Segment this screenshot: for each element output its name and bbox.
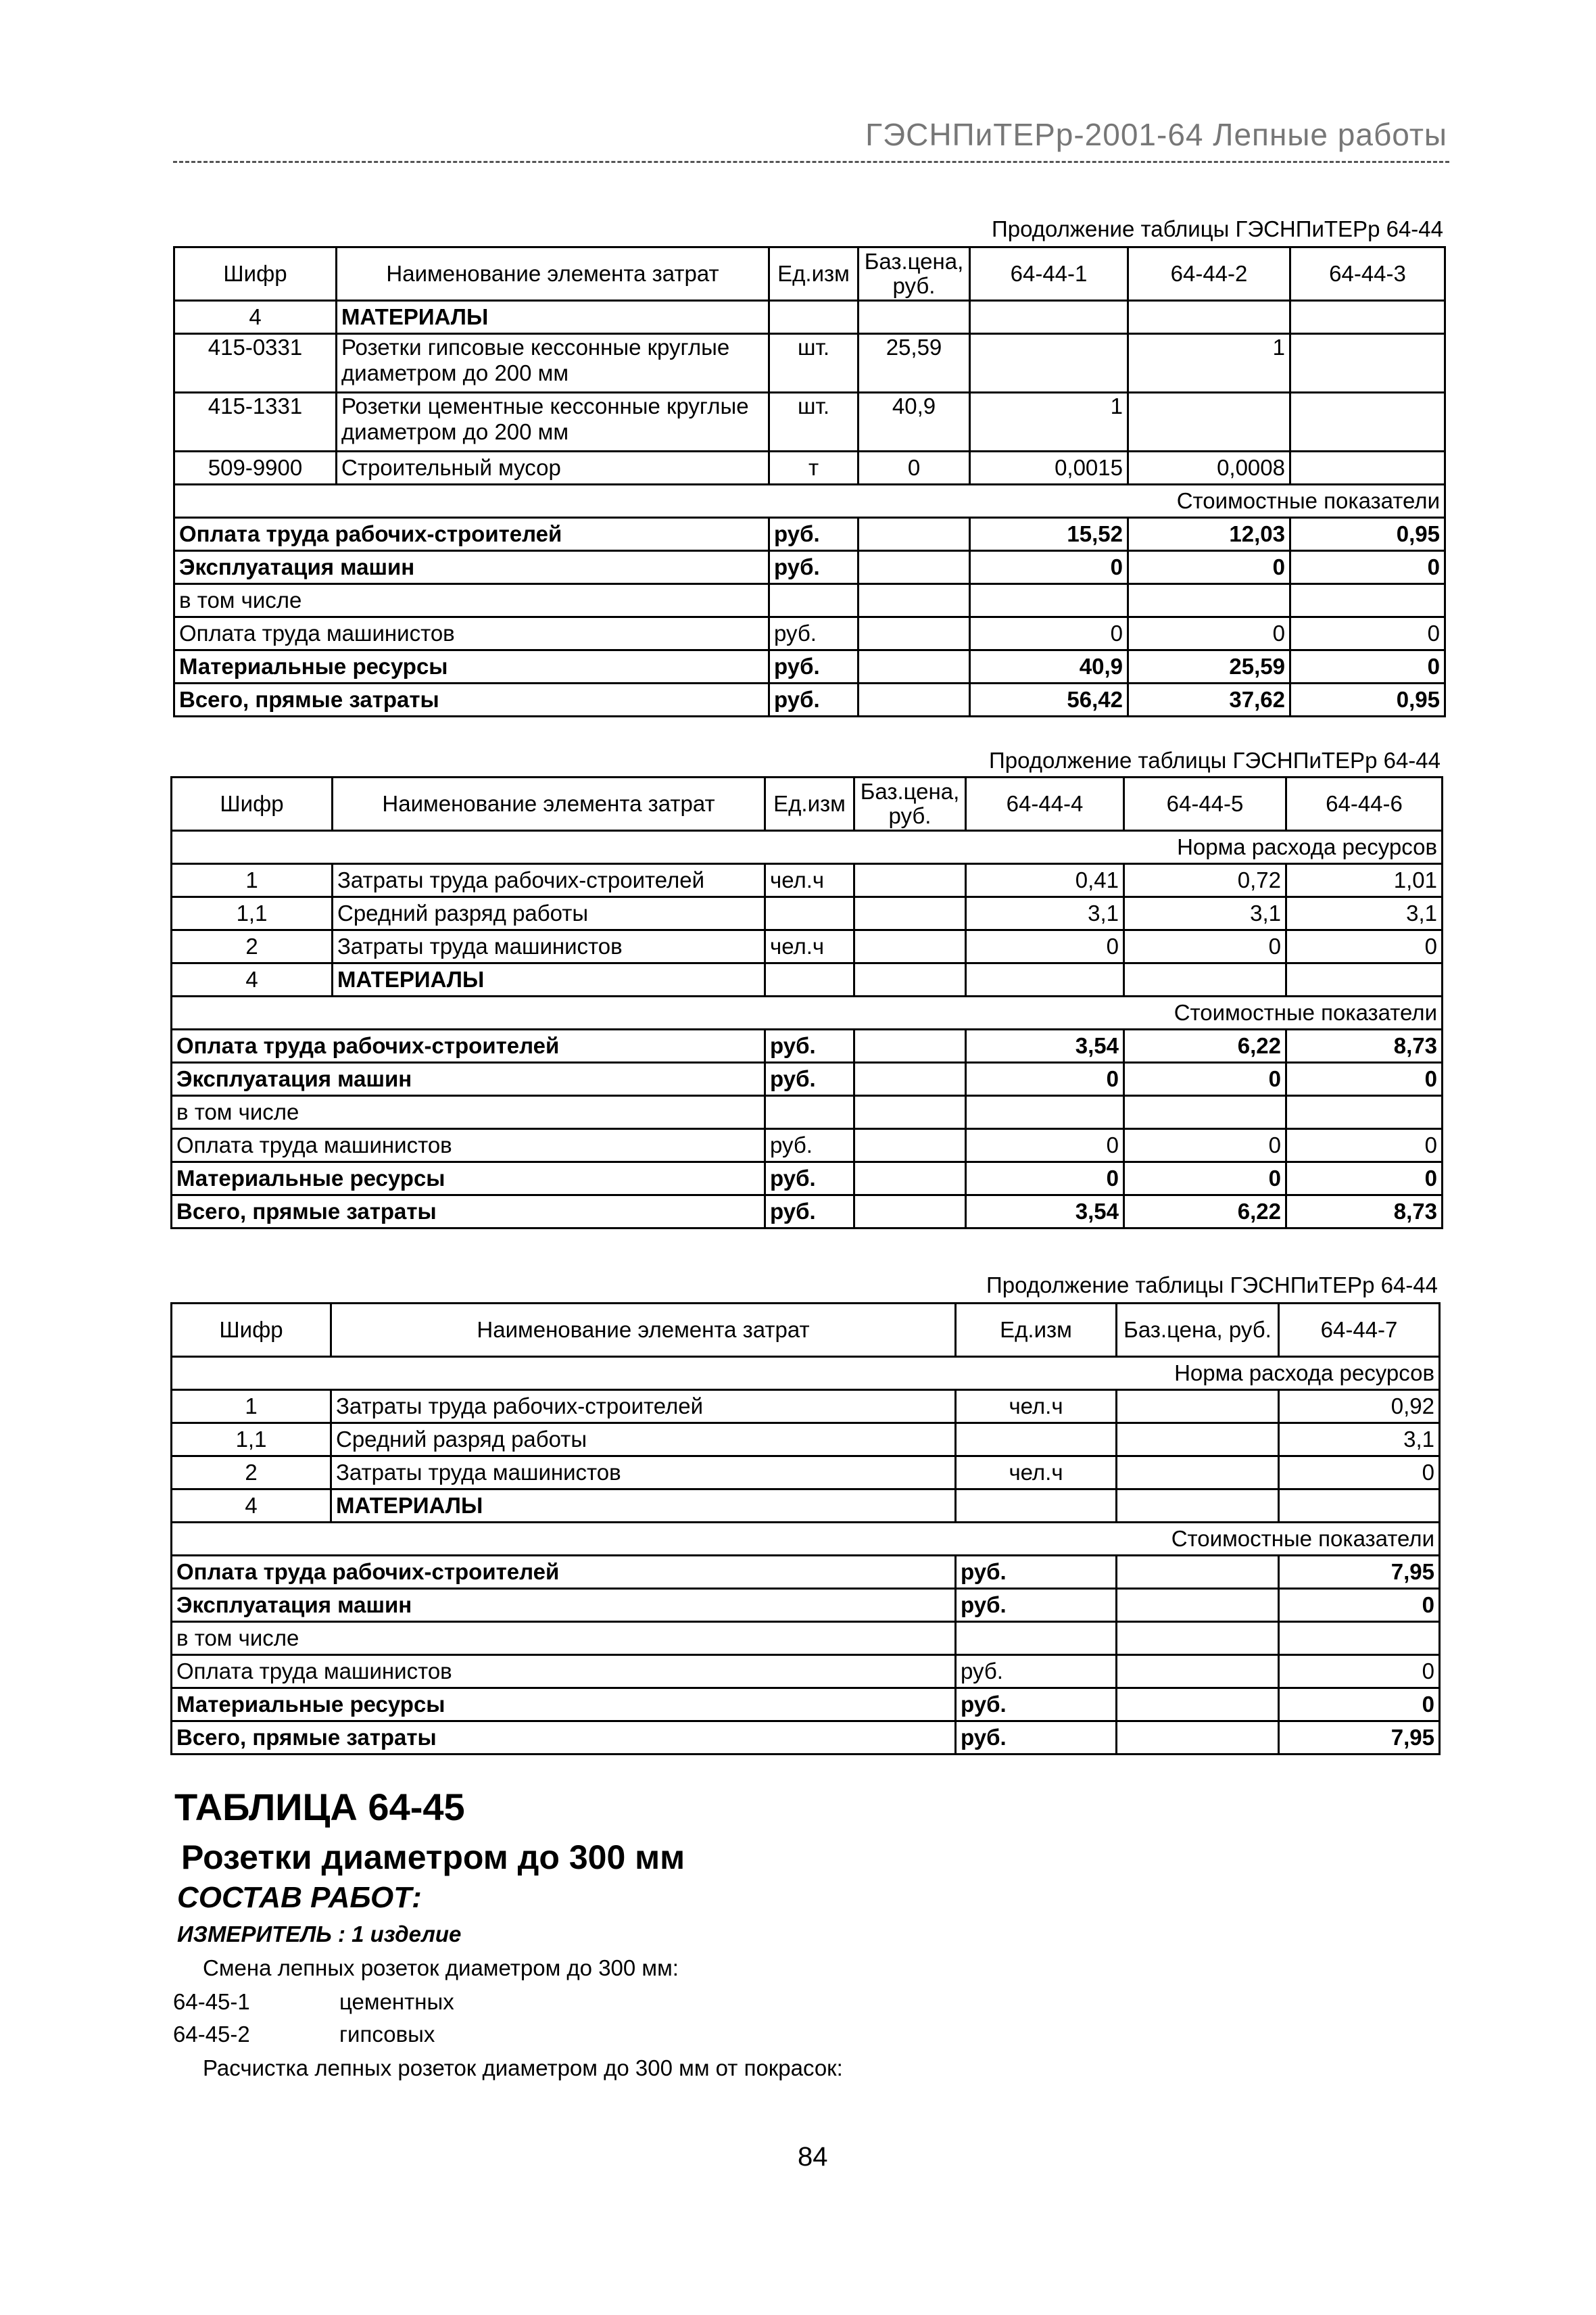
cost-row	[174, 518, 1445, 551]
row-name: Затраты труда машинистов	[333, 930, 765, 963]
row-value: 0	[1124, 930, 1286, 963]
header-name: Наименование элемента затрат	[337, 247, 769, 301]
work-description: Смена лепных розеток диаметром до 300 мм:	[203, 1955, 679, 1980]
table-row	[172, 1423, 1440, 1456]
row-price: 40,9	[859, 393, 970, 452]
cost-header: Стоимостные показатели	[172, 1523, 1440, 1556]
header-divider	[173, 161, 1449, 163]
cost-unit: руб.	[769, 617, 859, 650]
cost-row	[172, 1030, 1443, 1063]
cost-name: Эксплуатация машин	[172, 1063, 765, 1096]
cost-row	[172, 1129, 1443, 1162]
cost-row	[172, 1589, 1440, 1622]
table-row	[172, 1456, 1440, 1489]
cost-value: 8,73	[1286, 1030, 1443, 1063]
row-name: Средний разряд работы	[331, 1423, 956, 1456]
row-unit: чел.ч	[765, 930, 854, 963]
cost-row	[172, 1162, 1443, 1195]
cost-unit: руб.	[769, 684, 859, 717]
row-value: 3,1	[1279, 1423, 1440, 1456]
cost-value: 0	[1279, 1589, 1440, 1622]
measure-unit: ИЗМЕРИТЕЛЬ : 1 изделие	[177, 1922, 462, 1947]
row-code: 4	[174, 301, 337, 334]
header-name: Наименование элемента затрат	[333, 778, 765, 831]
cost-row	[174, 584, 1445, 617]
cost-name: Всего, прямые затраты	[172, 1195, 765, 1228]
cost-row	[172, 1556, 1440, 1589]
cost-row	[172, 1622, 1440, 1655]
work-description: Расчистка лепных розеток диаметром до 300 мм от покрасок:	[203, 2055, 843, 2080]
table-row	[172, 864, 1443, 897]
cost-name: Материальные ресурсы	[172, 1688, 956, 1721]
row-unit: шт.	[769, 334, 859, 393]
cost-name: Всего, прямые затраты	[172, 1721, 956, 1755]
cost-name: Оплата труда рабочих-строителей	[174, 518, 769, 551]
item-label: гипсовых	[339, 2022, 435, 2047]
cost-name: Материальные ресурсы	[172, 1162, 765, 1195]
row-value: 1,01	[1286, 864, 1443, 897]
cost-value: 0	[1290, 650, 1445, 684]
norm-header: Норма расхода ресурсов	[172, 1357, 1440, 1390]
item-label: цементных	[339, 1989, 454, 2014]
row-name: МАТЕРИАЛЫ	[333, 963, 765, 997]
cost-unit: руб.	[769, 650, 859, 684]
cost-unit: руб.	[769, 518, 859, 551]
table-row	[174, 393, 1445, 452]
row-name: Розетки цементные кессонные круглые диаметром до 200 мм	[337, 393, 769, 452]
cost-name: Оплата труда рабочих-строителей	[172, 1556, 956, 1589]
table-row	[172, 1489, 1440, 1523]
header-col2: 64-44-5	[1124, 778, 1286, 831]
table-row	[172, 963, 1443, 997]
table-caption: Продолжение таблицы ГЭСНПиТЕРр 64-44	[992, 216, 1443, 241]
cost-unit: руб.	[956, 1655, 1117, 1688]
cost-value: 0,95	[1290, 518, 1445, 551]
cost-value: 0	[970, 617, 1128, 650]
header-col1: 64-44-1	[970, 247, 1128, 301]
cost-row	[172, 1721, 1440, 1755]
cost-value: 7,95	[1279, 1556, 1440, 1589]
table-header-row	[174, 247, 1445, 301]
cost-value: 0	[1128, 617, 1290, 650]
cost-name: в том числе	[172, 1622, 956, 1655]
row-price: 25,59	[859, 334, 970, 393]
cost-value: 0	[970, 551, 1128, 584]
cost-value: 0	[1279, 1688, 1440, 1721]
cost-value: 0	[966, 1063, 1124, 1096]
cost-value: 6,22	[1124, 1030, 1286, 1063]
row-value: 3,1	[966, 897, 1124, 930]
cost-value: 0	[1286, 1162, 1443, 1195]
row-value	[1290, 334, 1445, 393]
cost-row	[174, 551, 1445, 584]
cost-value: 0	[1290, 551, 1445, 584]
cost-header: Стоимостные показатели	[174, 485, 1445, 518]
row-code: 4	[172, 1489, 331, 1523]
norm-header-row	[172, 831, 1443, 864]
row-code: 1,1	[172, 897, 333, 930]
resource-table-2	[170, 776, 1443, 1229]
cost-value: 7,95	[1279, 1721, 1440, 1755]
header-price: Баз.цена, руб.	[854, 778, 966, 831]
cost-unit: руб.	[765, 1030, 854, 1063]
table-header-row	[172, 1304, 1440, 1357]
row-value: 0	[1286, 930, 1443, 963]
table-caption: Продолжение таблицы ГЭСНПиТЕРр 64-44	[986, 1272, 1438, 1297]
row-name: МАТЕРИАЛЫ	[331, 1489, 956, 1523]
resource-table-1	[173, 246, 1446, 717]
row-value: 1	[970, 393, 1128, 452]
cost-name: Оплата труда машинистов	[172, 1129, 765, 1162]
cost-value: 8,73	[1286, 1195, 1443, 1228]
cost-row	[174, 617, 1445, 650]
row-value	[1290, 393, 1445, 452]
cost-value: 0	[1290, 617, 1445, 650]
header-code: Шифр	[172, 1304, 331, 1357]
table-caption: Продолжение таблицы ГЭСНПиТЕРр 64-44	[989, 748, 1441, 773]
cost-unit: руб.	[765, 1195, 854, 1228]
cost-value: 6,22	[1124, 1195, 1286, 1228]
section-subtitle: Розетки диаметром до 300 мм	[181, 1838, 685, 1876]
row-name: МАТЕРИАЛЫ	[337, 301, 769, 334]
cost-value: 12,03	[1128, 518, 1290, 551]
item-code: 64-45-1	[173, 1989, 250, 2014]
cost-unit: руб.	[956, 1688, 1117, 1721]
cost-name: Эксплуатация машин	[174, 551, 769, 584]
cost-header-row	[174, 485, 1445, 518]
row-code: 509-9900	[174, 452, 337, 485]
cost-unit: руб.	[765, 1162, 854, 1195]
header-unit: Ед.изм	[765, 778, 854, 831]
cost-row	[174, 684, 1445, 717]
cost-name: Материальные ресурсы	[174, 650, 769, 684]
table-row	[172, 1390, 1440, 1423]
cost-value: 0	[1128, 551, 1290, 584]
cost-name: в том числе	[172, 1096, 765, 1129]
header-col3: 64-44-6	[1286, 778, 1443, 831]
cost-row	[172, 1096, 1443, 1129]
row-value: 0,0015	[970, 452, 1128, 485]
row-code: 1	[172, 1390, 331, 1423]
work-composition-heading: СОСТАВ РАБОТ:	[177, 1881, 422, 1914]
row-code: 415-0331	[174, 334, 337, 393]
row-code: 4	[172, 963, 333, 997]
row-value: 3,1	[1124, 897, 1286, 930]
row-code: 1	[172, 864, 333, 897]
row-code: 2	[172, 1456, 331, 1489]
running-header: ГЭСНПиТЕРр-2001-64 Лепные работы	[865, 117, 1447, 152]
row-unit: шт.	[769, 393, 859, 452]
row-value: 0	[966, 930, 1124, 963]
cost-name: Оплата труда машинистов	[172, 1655, 956, 1688]
cost-value: 15,52	[970, 518, 1128, 551]
row-name: Средний разряд работы	[333, 897, 765, 930]
header-name: Наименование элемента затрат	[331, 1304, 956, 1357]
cost-value: 37,62	[1128, 684, 1290, 717]
cost-row	[172, 1063, 1443, 1096]
table-row	[174, 334, 1445, 393]
header-col1: 64-44-4	[966, 778, 1124, 831]
cost-value: 0	[1286, 1129, 1443, 1162]
cost-unit: руб.	[765, 1063, 854, 1096]
row-code: 1,1	[172, 1423, 331, 1456]
cost-name: Всего, прямые затраты	[174, 684, 769, 717]
row-value: 3,1	[1286, 897, 1443, 930]
row-unit: чел.ч	[956, 1390, 1117, 1423]
cost-row	[172, 1655, 1440, 1688]
header-code: Шифр	[172, 778, 333, 831]
row-name: Строительный мусор	[337, 452, 769, 485]
cost-value: 0,95	[1290, 684, 1445, 717]
table-row	[174, 301, 1445, 334]
row-name: Затраты труда рабочих-строителей	[331, 1390, 956, 1423]
table-row	[172, 897, 1443, 930]
cost-value: 0	[1124, 1063, 1286, 1096]
row-unit: чел.ч	[765, 864, 854, 897]
header-unit: Ед.изм	[956, 1304, 1117, 1357]
row-price: 0	[859, 452, 970, 485]
norm-header: Норма расхода ресурсов	[172, 831, 1443, 864]
cost-row	[172, 1195, 1443, 1228]
header-col3: 64-44-3	[1290, 247, 1445, 301]
table-header-row	[172, 778, 1443, 831]
cost-unit: руб.	[956, 1556, 1117, 1589]
cost-name: Оплата труда машинистов	[174, 617, 769, 650]
row-name: Затраты труда машинистов	[331, 1456, 956, 1489]
cost-unit: руб.	[956, 1589, 1117, 1622]
header-price: Баз.цена, руб.	[859, 247, 970, 301]
row-value: 0,0008	[1128, 452, 1290, 485]
cost-name: в том числе	[174, 584, 769, 617]
cost-row	[174, 650, 1445, 684]
row-value: 0,72	[1124, 864, 1286, 897]
row-value	[1128, 393, 1290, 452]
cost-name: Оплата труда рабочих-строителей	[172, 1030, 765, 1063]
row-value: 1	[1128, 334, 1290, 393]
row-unit: чел.ч	[956, 1456, 1117, 1489]
header-col2: 64-44-2	[1128, 247, 1290, 301]
header-col1: 64-44-7	[1279, 1304, 1440, 1357]
row-value: 0	[1279, 1456, 1440, 1489]
cost-header-row	[172, 1523, 1440, 1556]
cost-value: 3,54	[966, 1030, 1124, 1063]
cost-header-row	[172, 997, 1443, 1030]
table-row	[172, 930, 1443, 963]
cost-value: 0	[1124, 1162, 1286, 1195]
table-row	[174, 452, 1445, 485]
row-unit: т	[769, 452, 859, 485]
cost-unit: руб.	[769, 551, 859, 584]
row-value	[970, 334, 1128, 393]
header-unit: Ед.изм	[769, 247, 859, 301]
row-code: 2	[172, 930, 333, 963]
header-code: Шифр	[174, 247, 337, 301]
row-value	[1290, 452, 1445, 485]
cost-value: 3,54	[966, 1195, 1124, 1228]
row-code: 415-1331	[174, 393, 337, 452]
cost-value: 25,59	[1128, 650, 1290, 684]
cost-header: Стоимостные показатели	[172, 997, 1443, 1030]
row-value: 0,41	[966, 864, 1124, 897]
norm-header-row	[172, 1357, 1440, 1390]
cost-row	[172, 1688, 1440, 1721]
header-price: Баз.цена, руб.	[1117, 1304, 1279, 1357]
section-title: ТАБЛИЦА 64-45	[174, 1786, 465, 1828]
page-number: 84	[798, 2142, 828, 2172]
cost-unit: руб.	[956, 1721, 1117, 1755]
cost-value: 0	[1124, 1129, 1286, 1162]
cost-value: 0	[966, 1162, 1124, 1195]
row-value: 0,92	[1279, 1390, 1440, 1423]
cost-value: 40,9	[970, 650, 1128, 684]
item-code: 64-45-2	[173, 2022, 250, 2047]
resource-table-3	[170, 1302, 1441, 1755]
cost-value: 0	[1279, 1655, 1440, 1688]
row-name: Розетки гипсовые кессонные круглые диаметром до 200 мм	[337, 334, 769, 393]
cost-value: 0	[966, 1129, 1124, 1162]
cost-value: 56,42	[970, 684, 1128, 717]
cost-value: 0	[1286, 1063, 1443, 1096]
cost-unit: руб.	[765, 1129, 854, 1162]
row-name: Затраты труда рабочих-строителей	[333, 864, 765, 897]
cost-name: Эксплуатация машин	[172, 1589, 956, 1622]
